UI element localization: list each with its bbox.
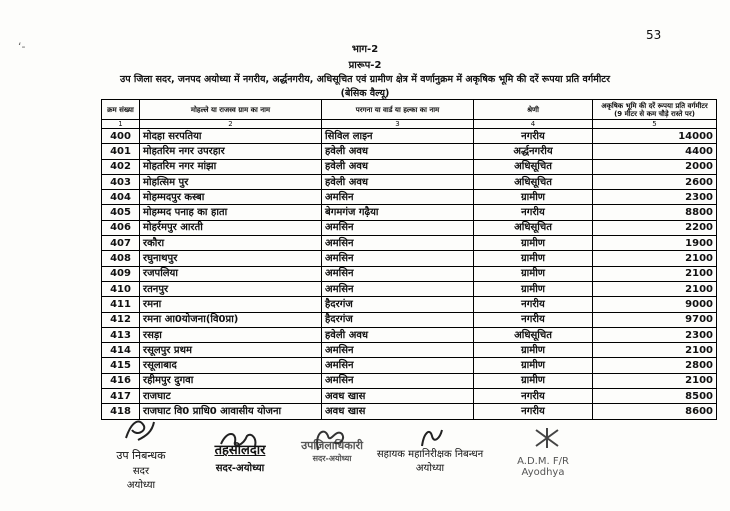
cell-pargana: सिविल लाइन bbox=[322, 129, 474, 144]
table-row bbox=[102, 343, 717, 358]
sig-line2: सदर-अयोध्या bbox=[215, 463, 265, 474]
table-row bbox=[102, 159, 717, 174]
table-row bbox=[102, 327, 717, 342]
cell-sno: 403 bbox=[102, 174, 140, 189]
col-num: 1 bbox=[102, 120, 140, 129]
table-row bbox=[102, 281, 717, 296]
cell-rate: 9700 bbox=[593, 312, 717, 327]
cell-sno: 415 bbox=[102, 358, 140, 373]
cell-sno: 412 bbox=[102, 312, 140, 327]
cell-rate: 2100 bbox=[593, 373, 717, 388]
signature-scribble bbox=[217, 428, 261, 452]
cell-name: रजपलिया bbox=[140, 266, 322, 281]
cell-sno: 400 bbox=[102, 129, 140, 144]
cell-name: मोहम्मद पनाह का हाता bbox=[140, 205, 322, 220]
cell-pargana: अमसिन bbox=[322, 358, 474, 373]
cell-rate: 2300 bbox=[593, 327, 717, 342]
table-row bbox=[102, 266, 717, 281]
col-num: 2 bbox=[140, 120, 322, 129]
cell-pargana: अमसिन bbox=[322, 373, 474, 388]
cell-pargana: हवेली अवध bbox=[322, 159, 474, 174]
cell-rate: 8600 bbox=[593, 404, 717, 419]
table-row bbox=[102, 190, 717, 205]
cell-name: मोहतरिम नगर मांझा bbox=[140, 159, 322, 174]
cell-sno: 410 bbox=[102, 281, 140, 296]
cell-category: ग्रामीण bbox=[474, 373, 593, 388]
cell-pargana: हवेली अवध bbox=[322, 174, 474, 189]
cell-category: ग्रामीण bbox=[474, 343, 593, 358]
cell-category: ग्रामीण bbox=[474, 358, 593, 373]
cell-rate: 2100 bbox=[593, 343, 717, 358]
cell-name: मोदहा सरपतिया bbox=[140, 129, 322, 144]
cell-rate: 2300 bbox=[593, 190, 717, 205]
document-subtitle: (बेसिक वैल्यू) bbox=[340, 88, 390, 99]
cell-category: अधिसूचित bbox=[474, 159, 593, 174]
cell-rate: 8500 bbox=[593, 389, 717, 404]
signature-adm bbox=[508, 432, 578, 478]
cell-name: रतनपुर bbox=[140, 281, 322, 296]
cell-category: ग्रामीण bbox=[474, 190, 593, 205]
cell-rate: 2000 bbox=[593, 159, 717, 174]
cell-pargana: हवेली अवध bbox=[322, 327, 474, 342]
signature-scribble bbox=[416, 426, 446, 450]
cell-name: रसूलाबाद bbox=[140, 358, 322, 373]
cell-category: नगरीय bbox=[474, 404, 593, 419]
cell-name: रमना bbox=[140, 297, 322, 312]
cell-sno: 405 bbox=[102, 205, 140, 220]
sig-line3: अयोध्या bbox=[126, 480, 156, 491]
sig-line1: उपजिलाधिकारी bbox=[301, 439, 363, 452]
cell-category: अधिसूचित bbox=[474, 220, 593, 235]
cell-name: रमना आ0योजना(वि0प्रा) bbox=[140, 312, 322, 327]
cell-name: मोहत्सिम पुर bbox=[140, 174, 322, 189]
cell-category: ग्रामीण bbox=[474, 281, 593, 296]
cell-category: नगरीय bbox=[474, 205, 593, 220]
column-number-row bbox=[102, 120, 717, 129]
cell-sno: 418 bbox=[102, 404, 140, 419]
table-row bbox=[102, 220, 717, 235]
cell-pargana: अमसिन bbox=[322, 220, 474, 235]
sig-line1: A.D.M. F/R bbox=[517, 456, 569, 467]
cell-name: मोहर्रमपुर आरती bbox=[140, 220, 322, 235]
table-row bbox=[102, 404, 717, 419]
col-num: 3 bbox=[322, 120, 474, 129]
cell-rate: 2100 bbox=[593, 251, 717, 266]
cell-rate: 2800 bbox=[593, 358, 717, 373]
table-row bbox=[102, 389, 717, 404]
signature-aig-registration bbox=[370, 430, 490, 474]
cell-pargana: हैदरगंज bbox=[322, 312, 474, 327]
signature-sub-registrar bbox=[96, 420, 186, 491]
cell-sno: 409 bbox=[102, 266, 140, 281]
table-header-row bbox=[102, 100, 717, 120]
cell-pargana: अमसिन bbox=[322, 266, 474, 281]
table-row bbox=[102, 236, 717, 251]
cell-name: रघुनाथपुर bbox=[140, 251, 322, 266]
col-num: 5 bbox=[593, 120, 717, 129]
cell-pargana: अमसिन bbox=[322, 251, 474, 266]
cell-sno: 417 bbox=[102, 389, 140, 404]
cell-pargana: अमसिन bbox=[322, 281, 474, 296]
cell-sno: 408 bbox=[102, 251, 140, 266]
table-row bbox=[102, 358, 717, 373]
header-locality: मोहल्ले या राजस्व ग्राम का नाम bbox=[140, 100, 322, 120]
cell-category: नगरीय bbox=[474, 389, 593, 404]
cell-sno: 413 bbox=[102, 327, 140, 342]
document-title: उप जिला सदर, जनपद अयोध्या में नगरीय, अर्द्धनगरीय, अधिसूचित एवं ग्रामीण क्षेत्र में वर्णानुक्रम में अकृषिक भूमि की दरें रूपया प्रति वर्गमीटर bbox=[120, 74, 610, 85]
cell-category: ग्रामीण bbox=[474, 266, 593, 281]
signature-scribble bbox=[532, 426, 562, 450]
sig-line2: Ayodhya bbox=[521, 467, 565, 478]
sig-line2: सदर-अयोध्या bbox=[312, 454, 352, 463]
cell-rate: 8800 bbox=[593, 205, 717, 220]
cell-sno: 402 bbox=[102, 159, 140, 174]
table-row bbox=[102, 373, 717, 388]
cell-sno: 416 bbox=[102, 373, 140, 388]
header-category: श्रेणी bbox=[474, 100, 593, 120]
cell-category: अर्द्धनगरीय bbox=[474, 144, 593, 159]
page-number: 53 bbox=[646, 28, 662, 42]
cell-pargana: हवेली अवध bbox=[322, 144, 474, 159]
cell-name: रसूलपुर प्रथम bbox=[140, 343, 322, 358]
cell-sno: 414 bbox=[102, 343, 140, 358]
signature-scribble bbox=[118, 414, 158, 446]
cell-rate: 4400 bbox=[593, 144, 717, 159]
cell-rate: 1900 bbox=[593, 236, 717, 251]
cell-rate: 2100 bbox=[593, 281, 717, 296]
cell-rate: 2600 bbox=[593, 174, 717, 189]
sig-line2: सदर bbox=[132, 466, 150, 477]
cell-name: राजघाट bbox=[140, 389, 322, 404]
scan-mark: ʻ- bbox=[18, 40, 26, 53]
cell-category: ग्रामीण bbox=[474, 236, 593, 251]
cell-name: रहीमपुर दुगवा bbox=[140, 373, 322, 388]
cell-category: नगरीय bbox=[474, 297, 593, 312]
cell-pargana: अमसिन bbox=[322, 190, 474, 205]
cell-sno: 401 bbox=[102, 144, 140, 159]
header-pargana: परगना या वार्ड या हल्का का नाम bbox=[322, 100, 474, 120]
cell-category: अधिसूचित bbox=[474, 327, 593, 342]
table-row bbox=[102, 205, 717, 220]
cell-category: ग्रामीण bbox=[474, 251, 593, 266]
land-rate-table bbox=[101, 99, 717, 420]
cell-name: राजघाट वि0 प्राधि0 आवासीय योजना bbox=[140, 404, 322, 419]
cell-sno: 406 bbox=[102, 220, 140, 235]
sig-line2: अयोध्या bbox=[415, 463, 445, 474]
sig-line1: उप निबन्धक bbox=[116, 449, 166, 462]
cell-name: मोहतरिम नगर उपरहार bbox=[140, 144, 322, 159]
cell-name: रसड़ा bbox=[140, 327, 322, 342]
cell-rate: 14000 bbox=[593, 129, 717, 144]
part-heading: भाग-2 bbox=[351, 44, 379, 55]
signature-tehsildar bbox=[195, 430, 285, 474]
cell-sno: 404 bbox=[102, 190, 140, 205]
sig-line1: सहायक महानिरीक्षक निबन्धन bbox=[376, 449, 484, 460]
table-row bbox=[102, 251, 717, 266]
cell-category: नगरीय bbox=[474, 129, 593, 144]
cell-rate: 2100 bbox=[593, 266, 717, 281]
cell-pargana: बेगमगंज गढ़ैया bbox=[322, 205, 474, 220]
sig-line1: तहसीलदार bbox=[214, 443, 266, 458]
cell-name: रकौरा bbox=[140, 236, 322, 251]
cell-pargana: अवध खास bbox=[322, 404, 474, 419]
table-row bbox=[102, 174, 717, 189]
cell-rate: 2200 bbox=[593, 220, 717, 235]
cell-pargana: अवध खास bbox=[322, 389, 474, 404]
table-row bbox=[102, 312, 717, 327]
table-row bbox=[102, 129, 717, 144]
form-heading: प्रारूप-2 bbox=[348, 60, 382, 71]
cell-category: नगरीय bbox=[474, 312, 593, 327]
cell-rate: 9000 bbox=[593, 297, 717, 312]
cell-sno: 407 bbox=[102, 236, 140, 251]
cell-pargana: हैदरगंज bbox=[322, 297, 474, 312]
table-row bbox=[102, 144, 717, 159]
header-rate: अकृषिक भूमि की दरें रूपया प्रति वर्गमीटर (9 मीटर से कम चौड़े रास्ते पर) bbox=[593, 100, 717, 120]
cell-pargana: अमसिन bbox=[322, 343, 474, 358]
table-row bbox=[102, 297, 717, 312]
col-num: 4 bbox=[474, 120, 593, 129]
cell-name: मोहम्मदपुर कस्बा bbox=[140, 190, 322, 205]
header-serial: क्रम संख्या bbox=[102, 100, 140, 120]
cell-sno: 411 bbox=[102, 297, 140, 312]
signature-sdm bbox=[282, 430, 382, 464]
signature-scribble bbox=[308, 424, 352, 454]
cell-category: अधिसूचित bbox=[474, 174, 593, 189]
cell-pargana: अमसिन bbox=[322, 236, 474, 251]
